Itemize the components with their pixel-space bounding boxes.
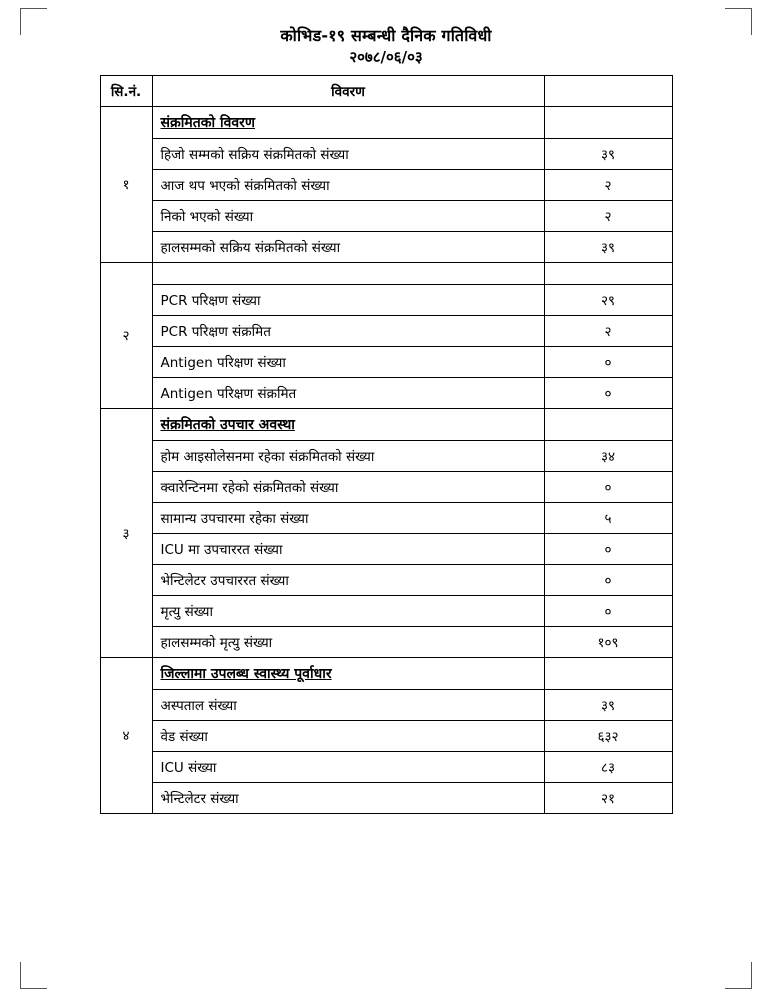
row-value: ०: [544, 533, 672, 564]
row-value: १०९: [544, 626, 672, 657]
row-value: २: [544, 169, 672, 200]
covid-daily-report-table: [100, 75, 673, 814]
page-date: २०७८/०६/०३: [349, 48, 423, 67]
row-value: ०: [544, 377, 672, 408]
row-description: निको भएको संख्या: [152, 200, 544, 231]
table-row: [100, 751, 672, 782]
section-title-cell: [152, 408, 544, 440]
row-value: २: [544, 315, 672, 346]
page-title: कोभिड-१९ सम्बन्धी दैनिक गतिविधी: [280, 26, 492, 45]
table-section-row: [100, 657, 672, 689]
row-serial-number: ३: [100, 408, 152, 657]
row-description: Antigen परिक्षण संक्रमित: [152, 377, 544, 408]
row-description: भेन्टिलेटर उपचाररत संख्या: [152, 564, 544, 595]
table-row: [100, 315, 672, 346]
column-header-sn: सि.नं.: [100, 75, 152, 106]
table-row: [100, 502, 672, 533]
table-section-row: [100, 408, 672, 440]
table-row: [100, 720, 672, 751]
section-title-label: जिल्लामा उपलब्ध स्वास्थ्य पूर्वाधार: [160, 665, 332, 682]
blank-description-cell: [152, 262, 544, 284]
table-row: [100, 782, 672, 813]
row-description: मृत्यु संख्या: [152, 595, 544, 626]
section-title-cell: [152, 657, 544, 689]
table-row: [100, 471, 672, 502]
row-description: Antigen परिक्षण संख्या: [152, 346, 544, 377]
row-value: २: [544, 200, 672, 231]
section-value-cell: [544, 657, 672, 689]
row-value: ५: [544, 502, 672, 533]
row-serial-number: ४: [100, 657, 152, 813]
row-description: ICU मा उपचाररत संख्या: [152, 533, 544, 564]
table-row: [100, 231, 672, 262]
row-serial-number: १: [100, 106, 152, 262]
row-value: ०: [544, 595, 672, 626]
row-value: ०: [544, 564, 672, 595]
row-serial-number: २: [100, 262, 152, 408]
blank-value-cell: [544, 262, 672, 284]
row-description: वेड संख्या: [152, 720, 544, 751]
row-value: २१: [544, 782, 672, 813]
row-description: अस्पताल संख्या: [152, 689, 544, 720]
table-row: [100, 346, 672, 377]
row-value: ८३: [544, 751, 672, 782]
table-row: [100, 200, 672, 231]
table-row: [100, 533, 672, 564]
table-row: [100, 564, 672, 595]
table-row: [100, 595, 672, 626]
table-row: [100, 284, 672, 315]
section-title-label: संक्रमितको उपचार अवस्था: [160, 416, 295, 433]
column-header-description: विवरण: [152, 75, 544, 106]
row-value: ०: [544, 346, 672, 377]
row-description: PCR परिक्षण संक्रमित: [152, 315, 544, 346]
row-description: हालसम्मको सक्रिय संक्रमितको संख्या: [152, 231, 544, 262]
table-row: [100, 169, 672, 200]
row-description: सामान्य उपचारमा रहेका संख्या: [152, 502, 544, 533]
section-value-cell: [544, 106, 672, 138]
column-header-value: [544, 75, 672, 106]
table-row: [100, 377, 672, 408]
table-header-row: [100, 75, 672, 106]
row-value: ३९: [544, 231, 672, 262]
row-value: ०: [544, 471, 672, 502]
table-row: [100, 440, 672, 471]
table-blank-row: [100, 262, 672, 284]
table-section-row: [100, 106, 672, 138]
row-value: ३४: [544, 440, 672, 471]
row-description: ICU संख्या: [152, 751, 544, 782]
section-title-cell: [152, 106, 544, 138]
table-row: [100, 626, 672, 657]
row-description: आज थप भएको संक्रमितको संख्या: [152, 169, 544, 200]
row-description: हालसम्मको मृत्यु संख्या: [152, 626, 544, 657]
row-description: हिजो सम्मको सक्रिय संक्रमितको संख्या: [152, 138, 544, 169]
row-value: ३९: [544, 138, 672, 169]
section-value-cell: [544, 408, 672, 440]
row-description: PCR परिक्षण संख्या: [152, 284, 544, 315]
table-row: [100, 138, 672, 169]
row-description: होम आइसोलेसनमा रहेका संक्रमितको संख्या: [152, 440, 544, 471]
section-title-label: संक्रमितको विवरण: [160, 114, 255, 131]
row-description: भेन्टिलेटर संख्या: [152, 782, 544, 813]
row-description: क्वारेन्टिनमा रहेको संक्रमितको संख्या: [152, 471, 544, 502]
row-value: २९: [544, 284, 672, 315]
table-row: [100, 689, 672, 720]
row-value: ३९: [544, 689, 672, 720]
row-value: ६३२: [544, 720, 672, 751]
